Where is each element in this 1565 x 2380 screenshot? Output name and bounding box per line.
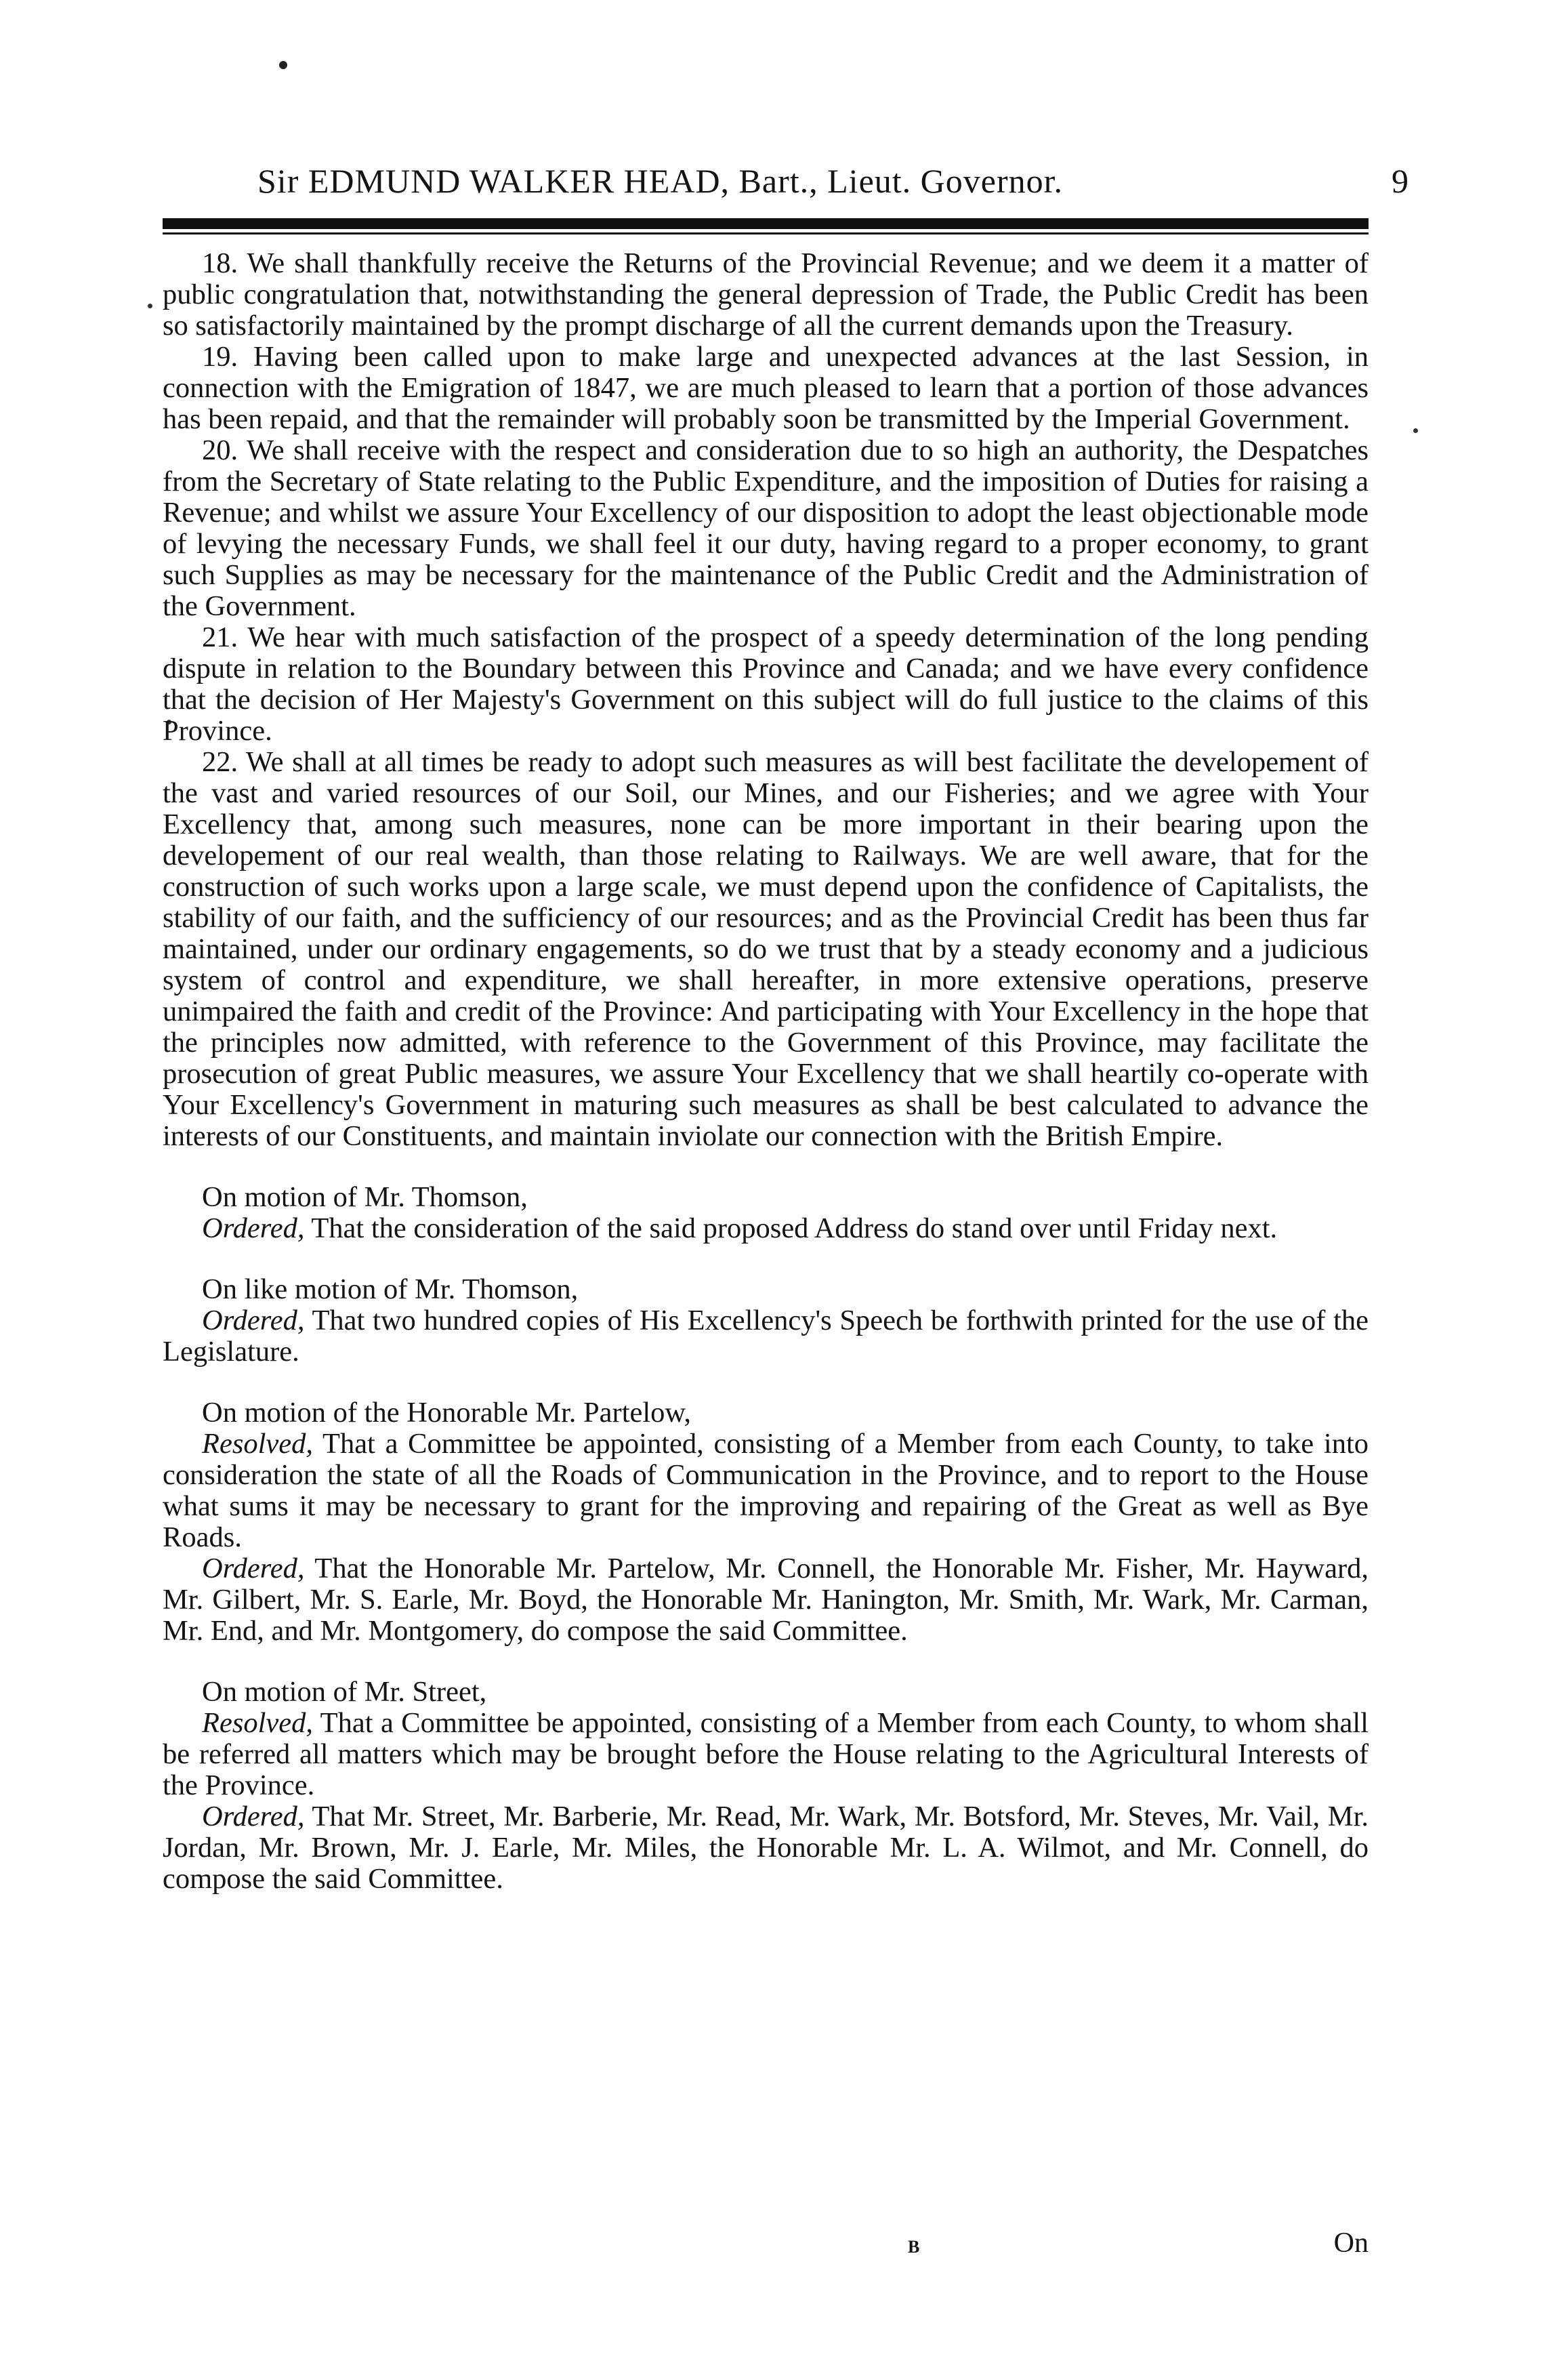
paragraph-text: We shall receive with the respect and consideration due to so high an authority, the Despatches from the Secretary of State relating to the Public Expenditure, and the imposition of Duties for raising a Revenue; and whilst we assure Your Excellency of our disposition to adopt the least objectionable mode of levying the necessary Funds, we shall feel it our duty, having regard to a proper economy, to grant such Supplies as may be necessary for the maintenance of the Public Credit and the Administration of the Government. — [163, 434, 1369, 622]
entry-text: That the consideration of the said proposed Address do stand over until Friday next. — [311, 1212, 1278, 1244]
entry-label: Resolved, — [202, 1707, 314, 1739]
numbered-paragraph — [163, 342, 1369, 435]
entry-text: That Mr. Street, Mr. Barberie, Mr. Read, Mr. Wark, Mr. Botsford, Mr. Steves, Mr. Vail, Mr. Jordan, Mr. Brown, Mr. J. Earle, Mr. Miles, the Honorable Mr. L. A. Wilmot, and Mr. Connell, do compose the said Committee. — [163, 1801, 1369, 1895]
paragraph-number: 19. — [202, 341, 238, 373]
paragraph-text: We shall thankfully receive the Returns of the Provincial Revenue; and we deem it a matter of public congratulation that, notwithstanding the general depression of Trade, the Public Credit has been so satisfactorily maintained by the prompt discharge of all the current demands upon the Treasury. — [163, 247, 1369, 342]
ink-dot — [148, 304, 152, 308]
body-text — [163, 248, 1369, 1895]
motion-line: On motion of Mr. Street, — [202, 1676, 487, 1708]
paragraph-text: We shall at all times be ready to adopt such measures as will best facilitate the developement of the vast and varied resources of our Soil, our Mines, and our Fisheries; and we agree with Your Excellency that, among such measures, none can be more important in their bearing upon the developement of our real wealth, than those relating to Railways. We are well aware, that for the construction of such works upon a large scale, we must depend upon the confidence of Capitalists, the stability of our faith, and the sufficiency of our resources; and as the Provincial Credit has been thus far maintained, under our ordinary engagements, so do we trust that by a steady economy and a judicious system of control and expenditure, we shall hereafter, in more extensive operations, preserve unimpaired the faith and credit of the Province: And participating with Your Excellency in the hope that the principles now admitted, with reference to the Government of this Province, may facilitate the prosecution of great Public measures, we assure Your Excellency that we shall heartily co-operate with Your Excellency's Government in maturing such measures as shall be best calculated to advance the interests of our Constituents, and maintain inviolate our connection with the British Empire. — [163, 746, 1369, 1152]
entry-label: Ordered, — [202, 1801, 305, 1832]
order-entry — [163, 1553, 1369, 1647]
numbered-paragraph — [163, 248, 1369, 342]
ink-dot — [1413, 428, 1418, 433]
order-entry — [163, 1213, 1369, 1244]
entry-text: That two hundred copies of His Excellency's Speech be forthwith printed for the use of the Legislature. — [163, 1305, 1369, 1368]
paragraph-text: Having been called upon to make large and unexpected advances at the last Session, in connection with the Emigration of 1847, we are much pleased to learn that a portion of those advances has been repaid, and that the remainder will probably soon be transmitted by the Imperial Government. — [163, 341, 1369, 435]
resolution-entry — [163, 1708, 1369, 1801]
paragraph-number: 18. — [202, 247, 238, 279]
motion-line: On like motion of Mr. Thomson, — [202, 1273, 579, 1305]
header-rule-thick — [163, 218, 1369, 229]
numbered-paragraph — [163, 435, 1369, 622]
entry-label: Ordered, — [202, 1305, 305, 1336]
catchword: On — [1333, 2228, 1369, 2259]
entry-label: Ordered, — [202, 1553, 305, 1584]
motion-line: On motion of the Honorable Mr. Partelow, — [202, 1397, 691, 1429]
order-entry — [163, 1801, 1369, 1895]
ink-dot — [279, 61, 287, 69]
paragraph-number: 20. — [202, 434, 238, 466]
paragraph-text: We hear with much satisfaction of the prospect of a speedy determination of the long pending dispute in relation to the Boundary between this Province and Canada; and we have every confidence that the decision of Her Majesty's Government on this subject will do full justice to the claims of this Province. — [163, 621, 1369, 747]
page-footer — [163, 2223, 1369, 2263]
numbered-paragraph — [163, 622, 1369, 747]
order-entry — [163, 1305, 1369, 1368]
resolution-entry — [163, 1429, 1369, 1553]
entry-text: That a Committee be appointed, consisting of a Member from each County, to whom shall be referred all matters which may be brought before the House relating to the Agricultural Interests of the Province. — [163, 1707, 1369, 1801]
page-number: 9 — [1392, 162, 1409, 200]
entry-text: That the Honorable Mr. Partelow, Mr. Connell, the Honorable Mr. Fisher, Mr. Hayward, Mr. Gilbert, Mr. S. Earle, Mr. Boyd, the Honorable Mr. Hanington, Mr. Smith, Mr. Wark, Mr. Carman, Mr. End, and Mr. Montgomery, do compose the said Committee. — [163, 1553, 1369, 1647]
entry-text: That a Committee be appointed, consisting of a Member from each County, to take into consideration the state of all the Roads of Communication in the Province, and to report to the House what sums it may be necessary to grant for the improving and repairing of the Great as well as Bye Roads. — [163, 1428, 1369, 1553]
running-header — [257, 157, 1409, 205]
signature-mark: B — [908, 2237, 920, 2257]
entry-label: Resolved, — [202, 1428, 314, 1460]
motion-line: On motion of Mr. Thomson, — [202, 1181, 528, 1213]
paragraph-number: 21. — [202, 621, 238, 653]
entry-label: Ordered, — [202, 1212, 305, 1244]
header-title: Sir EDMUND WALKER HEAD, Bart., Lieut. Governor. — [257, 162, 1063, 200]
paragraph-number: 22. — [202, 746, 238, 778]
numbered-paragraph — [163, 747, 1369, 1152]
header-rule-thin — [163, 232, 1369, 234]
